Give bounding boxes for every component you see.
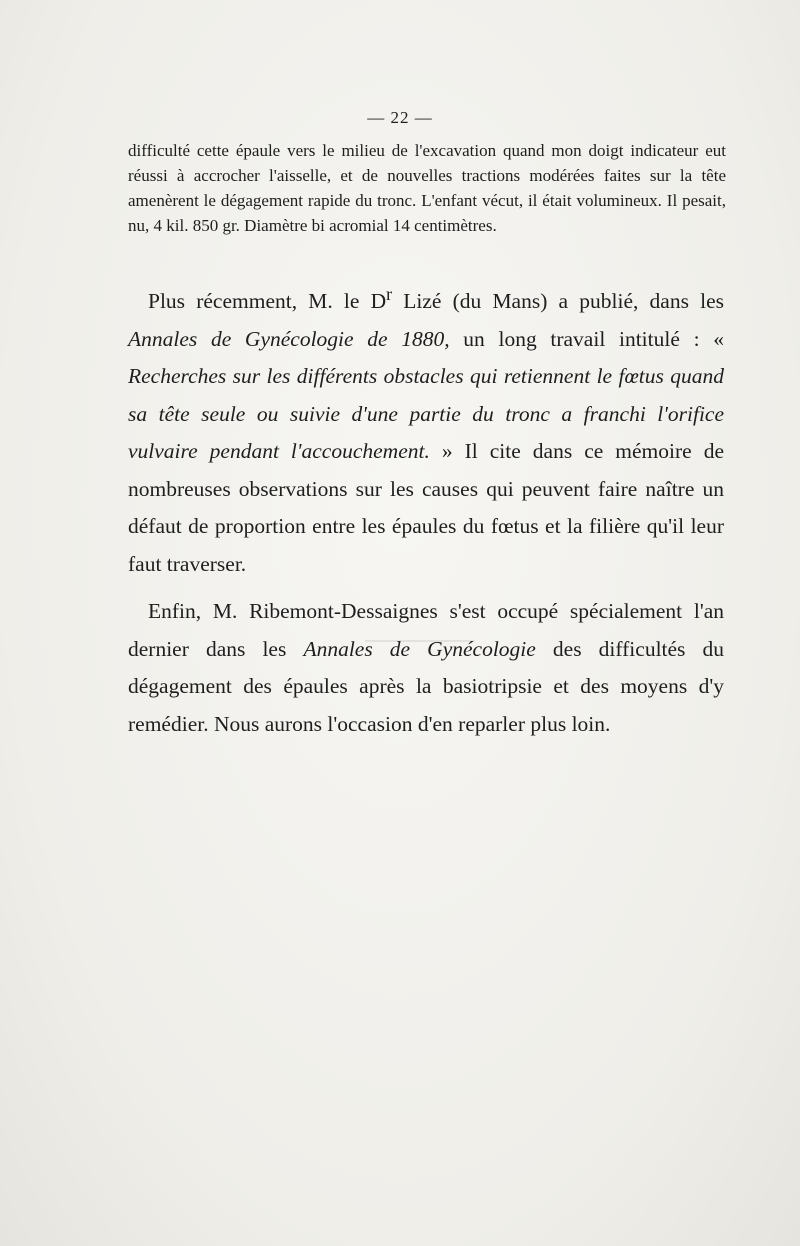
- paragraph-2-superscript: r: [386, 284, 393, 304]
- paragraph-2-tail: » Il cite dans ce mémoire de nombreuses observations sur les causes qui peuvent faire naître un défaut de proportion entre les épaules du fœtus et la filière qu'il leur faut traverser.: [128, 439, 724, 576]
- paragraph-2-title: Recherches sur les différents obstacles qui retiennent le fœtus quand sa tête seule ou suivie d'une partie du tronc a franchi l'orifice vulvaire pendant l'accouchement.: [128, 364, 724, 464]
- paragraph-2-journal: Annales de Gynécologie de 1880,: [128, 326, 450, 351]
- paragraph-small-print: [128, 138, 726, 238]
- paragraph-2-mid: un long travail intitulé : «: [449, 326, 724, 351]
- paragraph-2: [128, 276, 724, 583]
- paragraph-3-lead: Enfin, M. Ribemont-Dessaignes s'est occupé spécialement l'an dernier dans les: [128, 599, 724, 661]
- paragraph-1-text: difficulté cette épaule vers le milieu de l'excavation quand mon doigt indicateur eut réussi à accrocher l'aisselle, et de nouvelles tractions modérées faites sur la tête amenèrent le dégagement rapide du tronc. L'enfant vécut, il était volumineux. Il pesait, nu, 4 kil. 850 gr. Diamètre bi acromial 14 centimètres.: [128, 141, 726, 235]
- paragraph-2-name-tail: Lizé (du Mans) a publié, dans les: [392, 289, 724, 314]
- page-number: — 22 —: [367, 108, 433, 127]
- paragraph-3: [128, 593, 724, 743]
- main-text: [128, 276, 724, 743]
- paragraph-2-lead: Plus récemment, M. le D: [148, 289, 387, 314]
- paragraph-3-tail: des difficultés du dégagement des épaules après la basiotripsie et des moyens d'y remédier. Nous aurons l'occasion d'en reparler plus loin.: [128, 636, 725, 736]
- paragraph-3-journal: Annales de Gynécologie: [303, 636, 536, 661]
